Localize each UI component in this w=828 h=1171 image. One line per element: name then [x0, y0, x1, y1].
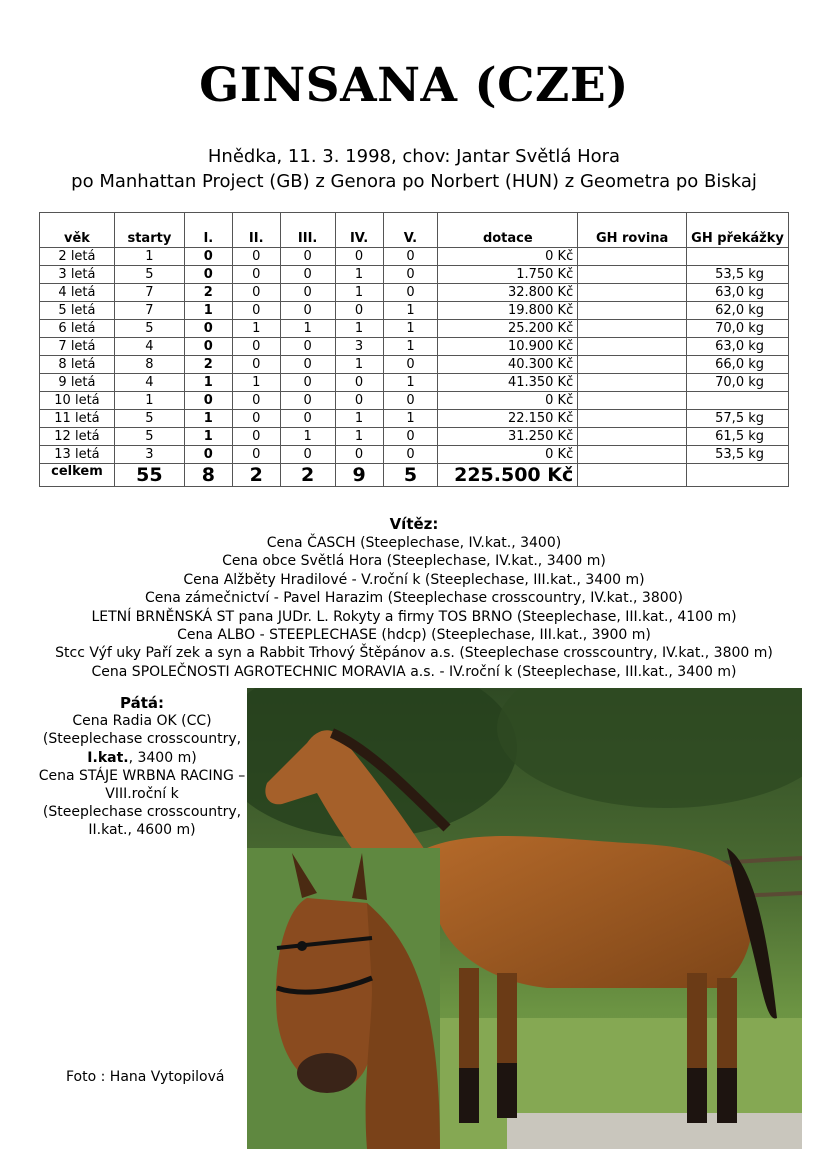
- total-third-place-cell: 2: [280, 464, 335, 487]
- first-place-cell: 0: [184, 446, 232, 464]
- horse-head-closeup: [247, 848, 440, 1149]
- fifth-race-line: Cena Radia OK (CC): [72, 713, 212, 730]
- prize-money-cell: 1.750 Kč: [438, 266, 578, 284]
- age-cell: 5 letá: [40, 302, 115, 320]
- first-place-cell: 0: [184, 320, 232, 338]
- starts-cell: 5: [114, 428, 184, 446]
- fourth-place-cell: 1: [335, 266, 383, 284]
- fourth-place-cell: 3: [335, 338, 383, 356]
- third-place-cell: 0: [280, 248, 335, 266]
- second-place-cell: 0: [232, 266, 280, 284]
- prize-money-cell: 0 Kč: [438, 248, 578, 266]
- header-age: věk: [40, 213, 115, 248]
- winner-race-list: [0, 534, 828, 681]
- age-cell: 3 letá: [40, 266, 115, 284]
- second-place-cell: 0: [232, 446, 280, 464]
- second-place-cell: 0: [232, 392, 280, 410]
- gh-flat-cell: [578, 266, 687, 284]
- fifth-race-category: I.kat.: [87, 749, 129, 766]
- starts-cell: 1: [114, 392, 184, 410]
- pedigree-line: po Manhattan Project (GB) z Genora po Norbert (HUN) z Geometra po Biskaj: [71, 171, 757, 192]
- fifth-heading: Pátá:: [119, 694, 164, 712]
- second-place-cell: 1: [232, 320, 280, 338]
- age-cell: 11 letá: [40, 410, 115, 428]
- winner-race-line: Cena zámečnictví - Pavel Harazim (Steeplechase crosscountry, IV.kat., 3800): [144, 590, 684, 607]
- starts-cell: 4: [114, 338, 184, 356]
- first-place-cell: 1: [184, 302, 232, 320]
- first-place-cell: 2: [184, 284, 232, 302]
- second-place-cell: 0: [232, 284, 280, 302]
- winner-heading: Vítěz:: [389, 515, 439, 533]
- fifth-place-cell: 0: [383, 446, 438, 464]
- total-prize-money-cell: 225.500 Kč: [438, 464, 578, 487]
- age-cell: 6 letá: [40, 320, 115, 338]
- table-row: [40, 446, 789, 464]
- fourth-place-cell: 0: [335, 446, 383, 464]
- fifth-place-cell: 1: [383, 338, 438, 356]
- gh-flat-cell: [578, 374, 687, 392]
- third-place-cell: 0: [280, 392, 335, 410]
- header-gh-jumps: GH překážky: [687, 213, 789, 248]
- fourth-place-cell: 1: [335, 284, 383, 302]
- gh-flat-cell: [578, 338, 687, 356]
- race-statistics-table: [39, 212, 789, 487]
- header-starts: starty: [114, 213, 184, 248]
- total-row: [40, 464, 789, 487]
- header-first: I.: [184, 213, 232, 248]
- total-first-place-cell: 8: [184, 464, 232, 487]
- first-place-cell: 0: [184, 392, 232, 410]
- fourth-place-cell: 1: [335, 356, 383, 374]
- first-place-cell: 1: [184, 410, 232, 428]
- gh-jumps-cell: [687, 248, 789, 266]
- first-place-cell: 2: [184, 356, 232, 374]
- fifth-place-section: [36, 694, 248, 840]
- fifth-place-cell: 1: [383, 302, 438, 320]
- second-place-cell: 0: [232, 302, 280, 320]
- fourth-place-cell: 1: [335, 428, 383, 446]
- gh-jumps-cell: 53,5 kg: [687, 446, 789, 464]
- third-place-cell: 1: [280, 320, 335, 338]
- table-row: [40, 356, 789, 374]
- prize-money-cell: 25.200 Kč: [438, 320, 578, 338]
- winner-race-line: Cena obce Světlá Hora (Steeplechase, IV.kat., 3400 m): [222, 553, 606, 570]
- first-place-cell: 0: [184, 248, 232, 266]
- third-place-cell: 0: [280, 374, 335, 392]
- age-cell: 4 letá: [40, 284, 115, 302]
- prize-money-cell: 19.800 Kč: [438, 302, 578, 320]
- prize-money-cell: 0 Kč: [438, 392, 578, 410]
- winner-race-line: Cena Alžběty Hradilové - V.roční k (Steeplechase, III.kat., 3400 m): [183, 571, 645, 588]
- age-cell: 9 letá: [40, 374, 115, 392]
- prize-money-cell: 0 Kč: [438, 446, 578, 464]
- prize-money-cell: 10.900 Kč: [438, 338, 578, 356]
- table-row: [40, 392, 789, 410]
- gh-jumps-cell: 63,0 kg: [687, 338, 789, 356]
- fifth-place-cell: 1: [383, 320, 438, 338]
- fifth-place-cell: 0: [383, 428, 438, 446]
- table-row: [40, 302, 789, 320]
- gh-flat-cell: [578, 248, 687, 266]
- first-place-cell: 1: [184, 374, 232, 392]
- total-fourth-place-cell: 9: [335, 464, 383, 487]
- header-gh-flat: GH rovina: [578, 213, 687, 248]
- horse-info-line: Hnědka, 11. 3. 1998, chov: Jantar Světlá Hora: [207, 146, 621, 167]
- gh-jumps-cell: 53,5 kg: [687, 266, 789, 284]
- fifth-place-cell: 0: [383, 284, 438, 302]
- fourth-place-cell: 0: [335, 302, 383, 320]
- winner-race-line: Cena SPOLEČNOSTI AGROTECHNIC MORAVIA a.s. - IV.roční k (Steeplechase, III.kat., 3400 m): [91, 663, 737, 680]
- third-place-cell: 1: [280, 428, 335, 446]
- third-place-cell: 0: [280, 446, 335, 464]
- second-place-cell: 0: [232, 356, 280, 374]
- second-place-cell: 0: [232, 410, 280, 428]
- table-row: [40, 410, 789, 428]
- fourth-place-cell: 1: [335, 320, 383, 338]
- second-place-cell: 0: [232, 248, 280, 266]
- first-place-cell: 1: [184, 428, 232, 446]
- fifth-race-line: [36, 749, 248, 767]
- winner-section: [0, 514, 828, 681]
- age-cell: 2 letá: [40, 248, 115, 266]
- fifth-place-cell: 0: [383, 266, 438, 284]
- fifth-race-distance: , 3400 m): [128, 749, 197, 766]
- fourth-place-cell: 0: [335, 374, 383, 392]
- fourth-place-cell: 1: [335, 410, 383, 428]
- total-gh-flat-cell: [578, 464, 687, 487]
- gh-flat-cell: [578, 356, 687, 374]
- fifth-race-line: II.kat., 4600 m): [88, 822, 196, 839]
- photo-credit: Foto : Hana Vytopilová: [66, 1069, 225, 1085]
- starts-cell: 5: [114, 266, 184, 284]
- third-place-cell: 0: [280, 266, 335, 284]
- starts-cell: 4: [114, 374, 184, 392]
- gh-jumps-cell: 62,0 kg: [687, 302, 789, 320]
- gh-jumps-cell: [687, 392, 789, 410]
- header-prize-money: dotace: [438, 213, 578, 248]
- fifth-place-cell: 0: [383, 392, 438, 410]
- total-second-place-cell: 2: [232, 464, 280, 487]
- header-third: III.: [280, 213, 335, 248]
- age-cell: 12 letá: [40, 428, 115, 446]
- second-place-cell: 1: [232, 374, 280, 392]
- gh-jumps-cell: 63,0 kg: [687, 284, 789, 302]
- prize-money-cell: 22.150 Kč: [438, 410, 578, 428]
- table-row: [40, 374, 789, 392]
- header-fourth: IV.: [335, 213, 383, 248]
- gh-flat-cell: [578, 284, 687, 302]
- fifth-place-cell: 0: [383, 356, 438, 374]
- prize-money-cell: 32.800 Kč: [438, 284, 578, 302]
- table-header-row: [40, 213, 789, 248]
- total-fifth-place-cell: 5: [383, 464, 438, 487]
- starts-cell: 1: [114, 248, 184, 266]
- table-row: [40, 284, 789, 302]
- gh-jumps-cell: 70,0 kg: [687, 374, 789, 392]
- gh-jumps-cell: 70,0 kg: [687, 320, 789, 338]
- gh-jumps-cell: 57,5 kg: [687, 410, 789, 428]
- first-place-cell: 0: [184, 266, 232, 284]
- prize-money-cell: 41.350 Kč: [438, 374, 578, 392]
- third-place-cell: 0: [280, 356, 335, 374]
- age-cell: 10 letá: [40, 392, 115, 410]
- starts-cell: 7: [114, 302, 184, 320]
- starts-cell: 8: [114, 356, 184, 374]
- age-cell: 7 letá: [40, 338, 115, 356]
- table-row: [40, 248, 789, 266]
- fifth-race-line: (Steeplechase crosscountry,: [42, 731, 242, 748]
- third-place-cell: 0: [280, 410, 335, 428]
- prize-money-cell: 40.300 Kč: [438, 356, 578, 374]
- total-age-cell: celkem: [40, 464, 115, 487]
- gh-flat-cell: [578, 302, 687, 320]
- third-place-cell: 0: [280, 338, 335, 356]
- gh-flat-cell: [578, 428, 687, 446]
- page-title: GINSANA (CZE): [199, 58, 629, 113]
- fifth-place-cell: 0: [383, 248, 438, 266]
- header-fifth: V.: [383, 213, 438, 248]
- fifth-place-cell: 1: [383, 374, 438, 392]
- table-row: [40, 428, 789, 446]
- table-row: [40, 338, 789, 356]
- horse-photo: [247, 688, 802, 1149]
- total-gh-jumps-cell: [687, 464, 789, 487]
- winner-race-line: LETNÍ BRNĚNSKÁ ST pana JUDr. L. Rokyty a firmy TOS BRNO (Steeplechase, III.kat., 4100 m): [91, 608, 737, 625]
- age-cell: 13 letá: [40, 446, 115, 464]
- third-place-cell: 0: [280, 284, 335, 302]
- table-row: [40, 266, 789, 284]
- fifth-race-line: Cena STÁJE WRBNA RACING –: [38, 767, 246, 784]
- starts-cell: 5: [114, 320, 184, 338]
- fourth-place-cell: 0: [335, 392, 383, 410]
- winner-race-line: Cena ALBO - STEEPLECHASE (hdcp) (Steeplechase, III.kat., 3900 m): [177, 627, 651, 644]
- prize-money-cell: 31.250 Kč: [438, 428, 578, 446]
- starts-cell: 7: [114, 284, 184, 302]
- second-place-cell: 0: [232, 338, 280, 356]
- starts-cell: 5: [114, 410, 184, 428]
- fifth-place-cell: 1: [383, 410, 438, 428]
- fifth-race-line: VIII.roční k: [105, 786, 179, 803]
- starts-cell: 3: [114, 446, 184, 464]
- total-starts-cell: 55: [114, 464, 184, 487]
- gh-flat-cell: [578, 446, 687, 464]
- fourth-place-cell: 0: [335, 248, 383, 266]
- second-place-cell: 0: [232, 428, 280, 446]
- third-place-cell: 0: [280, 302, 335, 320]
- age-cell: 8 letá: [40, 356, 115, 374]
- table-row: [40, 320, 789, 338]
- header-second: II.: [232, 213, 280, 248]
- gh-flat-cell: [578, 392, 687, 410]
- gh-jumps-cell: 61,5 kg: [687, 428, 789, 446]
- fifth-race-line: (Steeplechase crosscountry,: [42, 804, 242, 821]
- gh-jumps-cell: 66,0 kg: [687, 356, 789, 374]
- first-place-cell: 0: [184, 338, 232, 356]
- gh-flat-cell: [578, 320, 687, 338]
- winner-race-line: Stcc Výf uky Paří zek a syn a Rabbit Trhový Štěpánov a.s. (Steeplechase crosscountry, IV.kat., 3800 m): [55, 645, 773, 662]
- winner-race-line: Cena ČASCH (Steeplechase, IV.kat., 3400): [266, 535, 562, 551]
- gh-flat-cell: [578, 410, 687, 428]
